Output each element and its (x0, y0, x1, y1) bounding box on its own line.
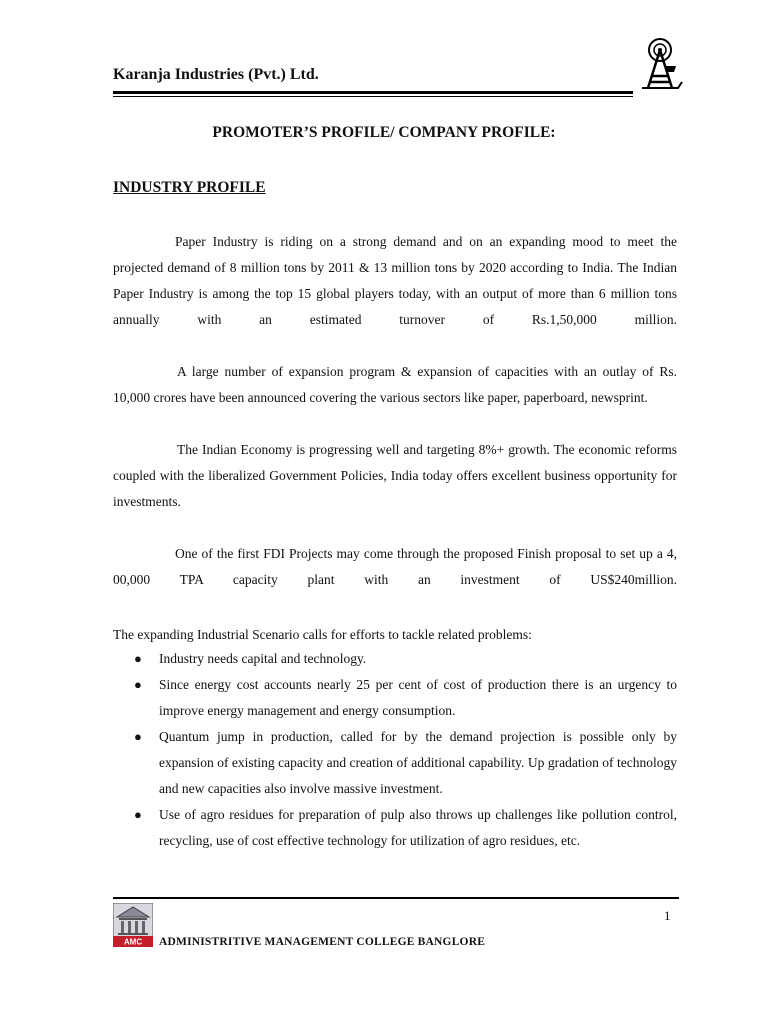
svg-text:AMC: AMC (123, 937, 143, 947)
paragraph-industry-demand: Paper Industry is riding on a strong demand and on an expanding mood to meet the projected demand of 8 million tons by 2011 & 13 million tons by 2020 according to India. The Indian Paper Industry is among the top 15 global players today, with an output of more than 6 million tons annually with an estimated turnover of Rs.1,50,000 million. (113, 234, 677, 327)
list-item-text: Quantum jump in production, called for by the demand projection is possible only by expansion of existing capacity and creation of additional capability. Up gradation of technology and new capacities also involve massive investment. (159, 729, 677, 796)
challenges-bullet-list (113, 646, 677, 854)
page-number: 1 (664, 908, 671, 923)
footer-divider (113, 897, 679, 899)
paragraph-indian-economy: The Indian Economy is progressing well and targeting 8%+ growth. The economic reforms coupled with the liberalized Government Policies, India today offers excellent business opportunity for investments. (113, 442, 677, 509)
list-item-text: Use of agro residues for preparation of pulp also throws up challenges like pollution control, recycling, use of cost effective technology for utilization of agro residues, etc. (159, 807, 677, 848)
list-item-text: Industry needs capital and technology. (159, 651, 367, 666)
company-logo-icon (636, 36, 686, 96)
bullet-list-intro: The expanding Industrial Scenario calls for efforts to tackle related problems: (113, 627, 532, 642)
bullet-icon: ● (134, 729, 142, 744)
college-name: ADMINISTRITIVE MANAGEMENT COLLEGE BANGLORE (159, 936, 486, 948)
header-divider-thin (113, 96, 633, 97)
list-item-text: Since energy cost accounts nearly 25 per cent of cost of production there is an urgency to improve energy management and energy consumption. (159, 677, 677, 718)
bullet-icon: ● (134, 677, 142, 692)
paragraph-expansion-programs: A large number of expansion program & expansion of capacities with an outlay of Rs. 10,000 crores have been announced covering the various sectors like paper, paperboard, newsprint. (113, 364, 677, 405)
paragraph-fdi-projects: One of the first FDI Projects may come through the proposed Finish proposal to set up a 4, 00,000 TPA capacity plant with an investment of US$240million. (113, 546, 677, 587)
list-item (113, 802, 677, 854)
document-heading: PROMOTER’S PROFILE/ COMPANY PROFILE: (212, 124, 556, 141)
bullet-icon: ● (134, 807, 142, 822)
list-item (113, 672, 677, 724)
section-heading: INDUSTRY PROFILE (113, 179, 266, 196)
company-header-title: Karanja Industries (Pvt.) Ltd. (113, 66, 319, 83)
header-divider (113, 91, 633, 94)
bullet-icon: ● (134, 651, 142, 666)
college-logo-icon (113, 903, 153, 947)
list-item (113, 724, 677, 802)
list-item (113, 646, 677, 672)
